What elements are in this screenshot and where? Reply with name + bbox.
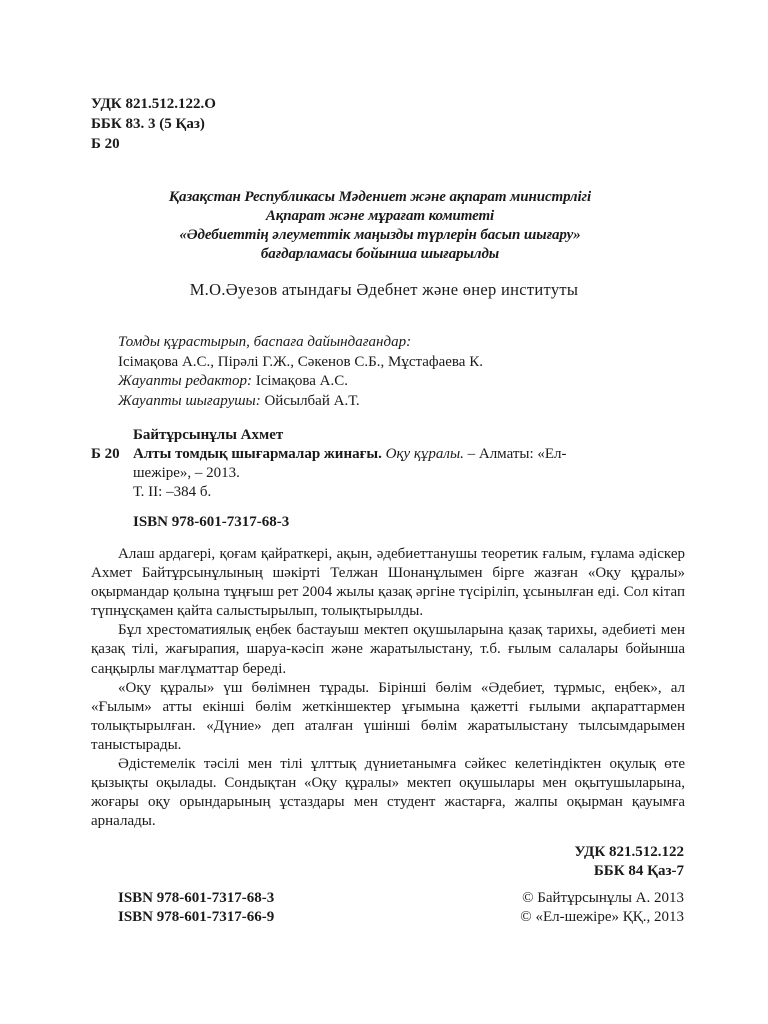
footer-udk: УДК 821.512.122: [574, 844, 684, 860]
biblio-imprint-continued: шежіре», – 2013.: [133, 465, 240, 481]
footer-classification: [575, 843, 684, 881]
biblio-volume: Т. ІІ: –384 б.: [133, 484, 212, 500]
copyright-publisher: © «Ел-шежіре» ҚҚ., 2013: [520, 909, 684, 925]
isbn-main: ISBN 978-601-7317-68-3: [133, 514, 290, 530]
compilers-label: Томды құрастырып, баспаға дайындағандар:: [118, 334, 412, 350]
ministry-line-1: Қазақстан Республикасы Мәдениет және ақпарат министрлігі: [168, 189, 592, 205]
udk-code: УДК 821.512.122.О: [91, 96, 216, 112]
institute-name: М.О.Әуезов атындағы Әдебнет және өнер институты: [189, 280, 579, 299]
biblio-title: Алты томдық шығармалар жинағы.: [133, 446, 382, 462]
footer-isbn-1: ISBN 978-601-7317-68-3: [118, 890, 275, 906]
publisher-name: Ойсылбай А.Т.: [260, 392, 360, 409]
publisher-label: Жауапты шығарушы:: [118, 392, 261, 409]
footer-isbn-2: ISBN 978-601-7317-66-9: [118, 909, 275, 925]
bibliographic-record: [91, 426, 567, 502]
annotation-paragraph: «Оқу құралы» үш бөлімнен тұрады. Бірінші бөлім «Әдебиет, тұрмыс, еңбек», ал «Ғылым» атты екінші бөлім жеткіншектер ұғымына қажетті ғылыми ақпараттармен толықтырылған. «Дүние» деп аталған үшінші бөлім жаратылыстану тылсымдарымен таныстырады.: [91, 679, 685, 753]
annotation: [91, 545, 685, 831]
compilers-names: Ісімақова А.С., Пірәлі Г.Ж., Сәкенов С.Б., Мұстафаева К.: [118, 353, 483, 370]
copyright-author: © Байтұрсынұлы А. 2013: [522, 890, 684, 906]
annotation-paragraph: Бұл хрестоматиялық еңбек бастауыш мектеп оқушыларына қазақ тарихы, әдебиеті мен қазақ тілі, жағырапия, шаруа-кәсіп және жаратылыстану, т.б. ғылым салалары бойынша саңқырлы мағлұматтар береді.: [91, 622, 685, 677]
copyright-block: [520, 889, 684, 927]
footer-bbk: ББК 84 Қаз-7: [593, 863, 684, 879]
ministry-line-4: бағдарламасы бойынша шығарылды: [260, 246, 500, 262]
classification-codes: [91, 94, 216, 154]
annotation-paragraph: Әдістемелік тәсілі мен тілі ұлттық дүниетанымға сәйкес келетіндіктен оқулық өте қызықты оқылады. Сондықтан «Оқу құралы» мектеп оқушылары мен оқытушыларына, жоғары оқу орындарының ұстаздары мен студент жастарға, жалпы оқырман қауымға арналады.: [91, 756, 685, 830]
biblio-imprint: – Алматы: «Ел-: [463, 446, 567, 462]
ministry-line-2: Ақпарат және мұрағат комитеті: [265, 208, 495, 224]
editor-name: Ісімақова А.С.: [251, 373, 349, 389]
author-mark: Б 20: [91, 136, 120, 152]
bbk-code: ББК 83. 3 (5 Қаз): [91, 116, 205, 132]
footer-isbn-list: [118, 889, 274, 927]
annotation-paragraph: Алаш ардагері, қоғам қайраткері, ақын, әдебиеттанушы теоретик ғалым, ғұлама әдіскер Ахмет Байтұрсынұлының шәкірті Телжан Шонанұлымен бірге жазған «Оқу құралы» оқырмандар қолына тұңғыш рет 2004 жылы қазақ әргіне түсіріліп, ұсынылған еді. Сол кітап түпнұсқамен қайта салыстырылып, толықтырылды.: [91, 546, 685, 620]
biblio-mark: Б 20: [91, 446, 120, 462]
editor-label: Жауапты редактор:: [118, 373, 252, 389]
ministry-block: [100, 188, 660, 264]
biblio-author: Байтұрсынұлы Ахмет: [133, 427, 284, 443]
biblio-subtitle: Оқу құралы.: [381, 446, 464, 462]
ministry-line-3: «Әдебиеттің әлеуметтік маңызды түрлерін басып шығару»: [179, 227, 581, 243]
compilers-block: [118, 333, 483, 411]
